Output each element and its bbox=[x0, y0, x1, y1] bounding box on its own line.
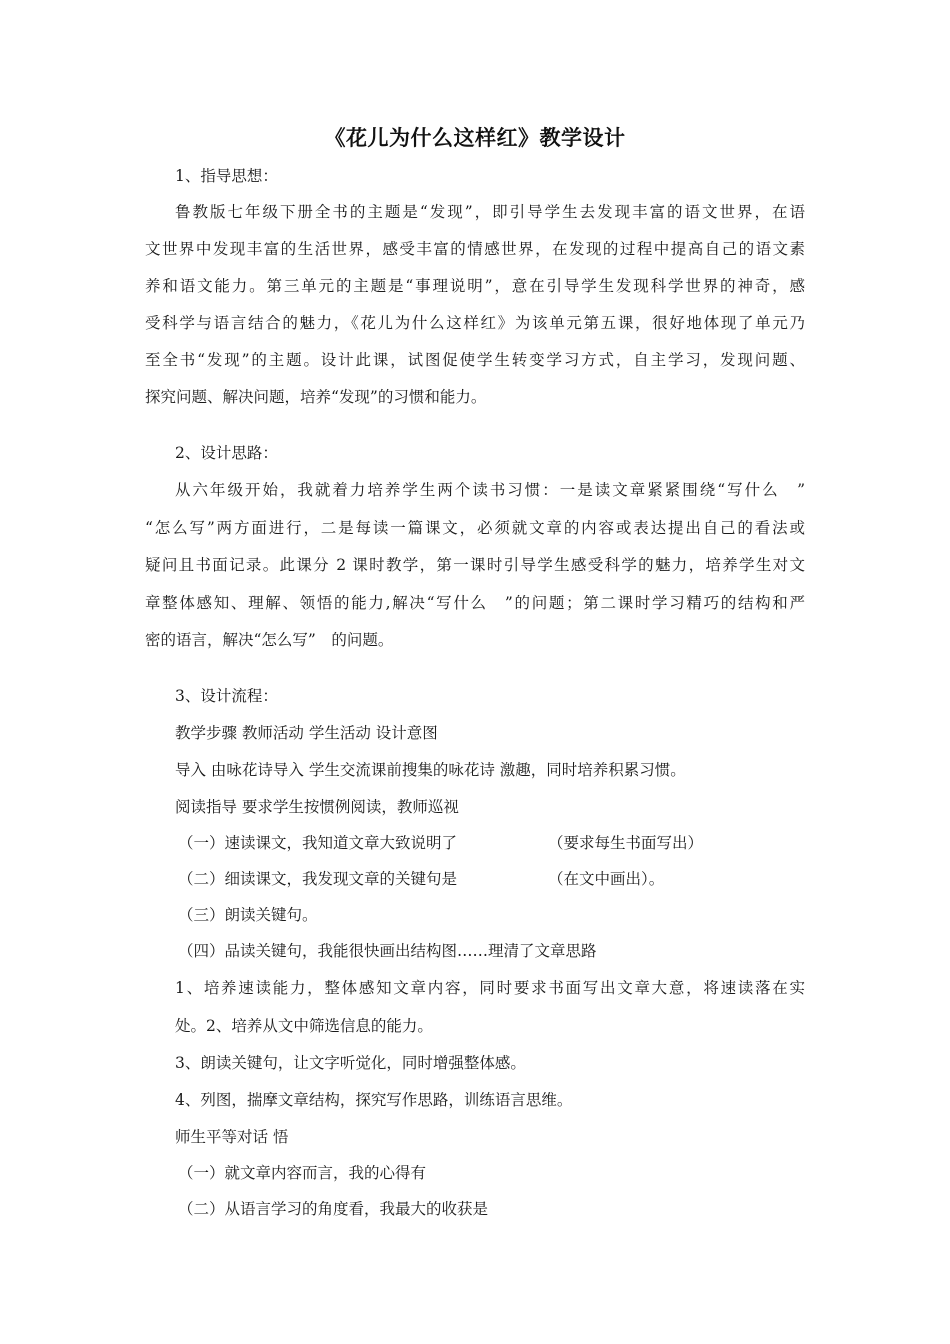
step-close-reading: （二）细读课文，我发现文章的关键句是 bbox=[178, 870, 458, 888]
design-purpose-line: 3、朗读关键句，让文字听觉化，同时增强整体感。 bbox=[175, 1054, 526, 1072]
step-speed-reading: （一）速读课文，我知道文章大致说明了 bbox=[178, 834, 458, 852]
paragraph-line: 探究问题、解决问题，培养“发现”的习惯和能力。 bbox=[145, 388, 487, 406]
paragraph-line: “怎么写”两方面进行，二是每读一篇课文，必须就文章的内容或表达提出自己的看法或 bbox=[145, 519, 805, 537]
paragraph-line: 章整体感知、理解、领悟的能力,解决“写什么 ”的问题；第二课时学习精巧的结构和严 bbox=[145, 594, 805, 612]
dialog-row: 师生平等对话 悟 bbox=[175, 1128, 289, 1146]
step-close-reading-note: （在文中画出）。 bbox=[548, 870, 665, 888]
table-header-row: 教学步骤 教师活动 学生活动 设计意图 bbox=[175, 724, 438, 742]
paragraph-line: 鲁教版七年级下册全书的主题是“发现”，即引导学生去发现丰富的语文世界，在语 bbox=[175, 203, 805, 221]
design-purpose-line: 1、培养速读能力，整体感知文章内容，同时要求书面写出文章大意，将速读落在实 bbox=[175, 979, 805, 997]
paragraph-line: 从六年级开始，我就着力培养学生两个读书习惯：一是读文章紧紧围绕“写什么 ” bbox=[175, 481, 805, 499]
paragraph-line: 至全书“发现”的主题。设计此课，试图促使学生转变学习方式，自主学习，发现问题、 bbox=[145, 351, 805, 369]
paragraph-line: 受科学与语言结合的魅力，《花儿为什么这样红》为该单元第五课，很好地体现了单元乃 bbox=[145, 314, 805, 332]
design-purpose-line: 4、列图，揣摩文章结构，探究写作思路，训练语言思维。 bbox=[175, 1091, 573, 1109]
dialog-item: （一）就文章内容而言，我的心得有 bbox=[178, 1164, 427, 1182]
design-purpose-line: 处。2、培养从文中筛选信息的能力。 bbox=[175, 1017, 433, 1035]
dialog-item: （二）从语言学习的角度看，我最大的收获是 bbox=[178, 1200, 489, 1218]
section-heading-guiding-thought: 1、指导思想： bbox=[175, 167, 278, 185]
paragraph-line: 疑问且书面记录。此课分 2 课时教学，第一课时引导学生感受科学的魅力，培养学生对文 bbox=[145, 556, 805, 574]
paragraph-line: 文世界中发现丰富的生活世界，感受丰富的情感世界，在发现的过程中提高自己的语文素 bbox=[145, 240, 805, 258]
section-heading-design-flow: 3、设计流程： bbox=[175, 687, 278, 705]
step-read-aloud: （三）朗读关键句。 bbox=[178, 906, 318, 924]
reading-guide-row: 阅读指导 要求学生按惯例阅读，教师巡视 bbox=[175, 798, 459, 816]
step-speed-reading-note: （要求每生书面写出） bbox=[548, 834, 704, 852]
intro-row: 导入 由咏花诗导入 学生交流课前搜集的咏花诗 激趣，同时培养积累习惯。 bbox=[175, 761, 686, 779]
paragraph-line: 养和语文能力。第三单元的主题是“事理说明”，意在引导学生发现科学世界的神奇，感 bbox=[145, 277, 805, 295]
section-heading-design-idea: 2、设计思路： bbox=[175, 444, 278, 462]
step-savor-key-sentence: （四）品读关键句，我能很快画出结构图……理清了文章思路 bbox=[178, 942, 597, 960]
paragraph-line: 密的语言，解决“怎么写” 的问题。 bbox=[145, 631, 394, 649]
document-title: 《花儿为什么这样红》教学设计 bbox=[324, 126, 626, 150]
